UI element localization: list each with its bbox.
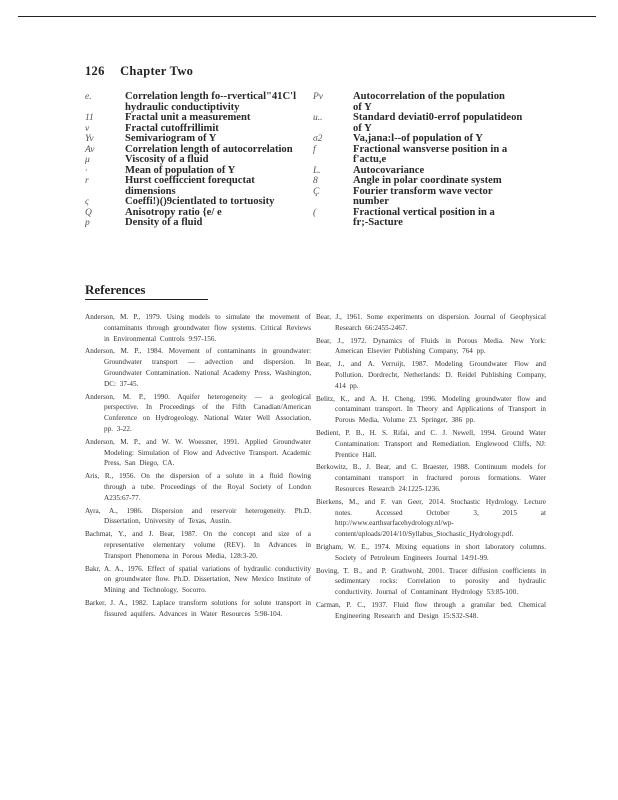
notation-list [85,92,530,274]
notation-definition: Correlation length of autocorrelation [125,143,293,155]
notation-entry [313,113,535,134]
references-heading: References [85,282,146,297]
notation-entry [313,176,535,187]
top-rule [18,16,596,17]
notation-symbol: L. [313,165,321,176]
reference-entry: Bear, J., and A. Verruijt, 1987. Modeling Groundwater Flow and Pollution. Dordrecht, Netherlands: D. Reidel Publishing Company, 414 pp. [316,360,546,390]
reference-entry: Anderson, M. P., 1984. Movement of contaminants in groundwater: Groundwater transport — advection and dispersion. In Groundwater Contamination. National Academy Press, Washington, DC: 37-45. [85,347,311,388]
notation-symbol: 11 [85,113,94,123]
reference-entry: Anderson, M. P., 1979. Using models to simulate the movement of contaminants through groundwater flow systems. Critical Reviews in Environmental Controls 9:97-156. [85,313,311,343]
notation-symbol: p [85,218,90,228]
running-head [85,64,193,79]
reference-entry: Bedient, P. B., H. S. Rifai, and C. J. Newell, 1994. Ground Water Contamination: Transport and Remediation. Englewood Cliffs, NJ: Prentice Hall. [316,428,546,459]
notation-symbol: e. [85,92,92,102]
notation-symbol: ς [85,197,89,207]
notation-definition: Correlation length fo--rvertical"41C'l [125,91,297,102]
reference-entry: Barker, J. A., 1982. Laplace transform solutions for solute transport in fissured aquifers. Advances in Water Resources 5:98-104. [85,598,311,618]
notation-symbol: v [85,123,90,134]
notation-definition: Anisotropy ratio {e/ e [125,206,222,218]
reference-entry: Berkowitz, B., J. Bear, and C. Braester, 1988. Continuum models for contaminant transport in fractured porous formations. Water Resources Research 24:1225-1236. [316,463,546,493]
reference-entry: Anderson, M. P., 1990. Aquifer heterogeneity — a geological perspective. In Proceedings of the Fifth Canadian/American Conference on Hydrogeology. National Water Well Association, pp. 3-22. [85,392,311,433]
notation-entry [313,145,535,166]
notation-symbol: f [313,144,316,155]
notation-symbol: · [85,165,88,176]
reference-entry: Anderson, M. P., and W. W. Woessner, 1991. Applied Groundwater Modeling: Simulation of Flow and Advective Transport. Academic Press, San Diego, CA. [85,437,311,468]
notation-definition: Coeffi!)()9cientlated to tortuosity [125,196,275,207]
reference-entry: Carman, P. C., 1937. Fluid flow through a granular bed. Chemical Engineering Research and Design 15:S32-S48. [316,600,546,620]
reference-entry: Aris, R., 1956. On the dispersion of a solute in a fluid flowing through a tube. Proceedings of the Royal Society of London A235:67-77. [85,472,311,502]
reference-entry: Bachmat, Y., and J. Bear, 1987. On the concept and size of a representative elementary volume (REV). In Advances in Transport Phenomena in Porous Media, 128:3-20. [85,530,311,560]
reference-entry: Boving, T. B., and P. Grathwohl, 2001. Tracer diffusion coefficients in sedimentary rocks: Correlation to porosity and hydraulic conductivity. Journal of Contaminant Hydrology 53:85-100. [316,566,546,597]
notation-definition: Fractional vertical position in a [353,206,495,218]
notation-definition: Density of a fluid [125,217,203,228]
notation-definition: Autocovariance [353,164,425,176]
notation-symbol: 8 [313,176,318,186]
notation-column-right [313,92,535,229]
notation-definition: of Y [353,101,372,113]
notation-entry [85,176,307,197]
reference-entry: Bear, J., 1972. Dynamics of Fluids in Porous Media. New York: American Elsevier Publishing Company, 764 pp. [316,336,546,356]
notation-entry [85,92,307,113]
reference-entry: Bierkens, M., and F. van Geer, 2014. Stochastic Hydrology. Lecture notes. Accessed October 3, 2015 at http://www.earthsurfacehydrology.nl/wp-content/uploads/2014/10/Syllabus_Stochastic_Hydrology.pdf. [316,497,546,539]
references-column-left [85,312,311,622]
notation-definition: fr;-Sacture [353,217,403,228]
notation-entry [85,113,307,124]
notation-definition: Viscosity of a fluid [125,154,209,165]
notation-definition: hydraulic conductiptivity [125,101,240,113]
notation-definition: Fourier transform wave vector [353,185,493,197]
notation-definition: dimensions [125,185,176,197]
notation-symbol: μ [85,155,90,165]
notation-symbol: Av [85,144,95,155]
notation-symbol: Ç [313,186,320,197]
reference-entry: Bear, J., 1961. Some experiments on dispersion. Journal of Geophysical Research 66:2455-2467. [316,313,546,332]
notation-symbol: r [85,176,89,186]
notation-entry [313,208,535,229]
notation-entry [313,92,535,113]
notation-symbol: σ2 [313,134,323,144]
notation-definition: number [353,196,389,207]
notation-definition: Fractal unit a measurement [125,112,251,123]
notation-symbol: ( [313,207,317,218]
reference-entry: Bakr, A. A., 1976. Effect of spatial variations of hydraulic conductivity on groundwater flow. Ph.D. Dissertation, New Mexico Institute of Mining and Technology, Socorro. [85,564,311,595]
notation-symbol: Q [85,207,92,218]
chapter-title: Chapter Two [120,64,194,78]
reference-entry: Belitz, K., and A. H. Cheng, 1996. Modeling groundwater flow and contaminant transport. In Theory and Applications of Transport in Porous Media, Volume 23. Springer, 386 pp. [316,394,546,425]
notation-entry [313,187,535,208]
notation-definition: Angle in polar coordinate system [353,175,502,186]
notation-entry [85,155,307,166]
notation-definition: Standard deviati0-errof populatideon [353,112,523,123]
notation-entry [313,134,535,145]
references-rule [85,299,208,300]
notation-definition: of Y [353,122,372,134]
notation-definition: Va,jana:l--of population of Y [353,133,483,144]
page-number: 126 [85,64,105,78]
notation-definition: Fractional wansverse position in a [353,143,508,155]
notation-symbol: Pv [313,92,324,102]
notation-symbol: u.. [313,113,323,123]
notation-definition: Fractal cutoffrillimit [125,122,219,134]
notation-entry [85,134,307,145]
notation-entry [85,197,307,208]
reference-entry: Ayra, A., 1986. Dispersion and reservoir heterogeneity. Ph.D. Dissertation, University of Texas, Austin. [85,506,311,526]
notation-definition: Mean of population of Y [125,164,236,176]
references-column-right [316,312,546,624]
notation-definition: Autocorrelation of the population [353,91,505,102]
notation-definition: Semivariogram of Y [125,133,217,144]
notation-column-left [85,92,307,229]
notation-symbol: Yv [85,134,94,144]
reference-entry: Brigham, W. E., 1974. Mixing equations in short laboratory columns. Society of Petroleum Engineers Journal 14:91-99. [316,542,546,562]
notation-entry [85,218,307,229]
notation-definition: Hurst coefficcient forequctat [125,175,255,186]
notation-definition: f'actu,e [353,154,387,165]
